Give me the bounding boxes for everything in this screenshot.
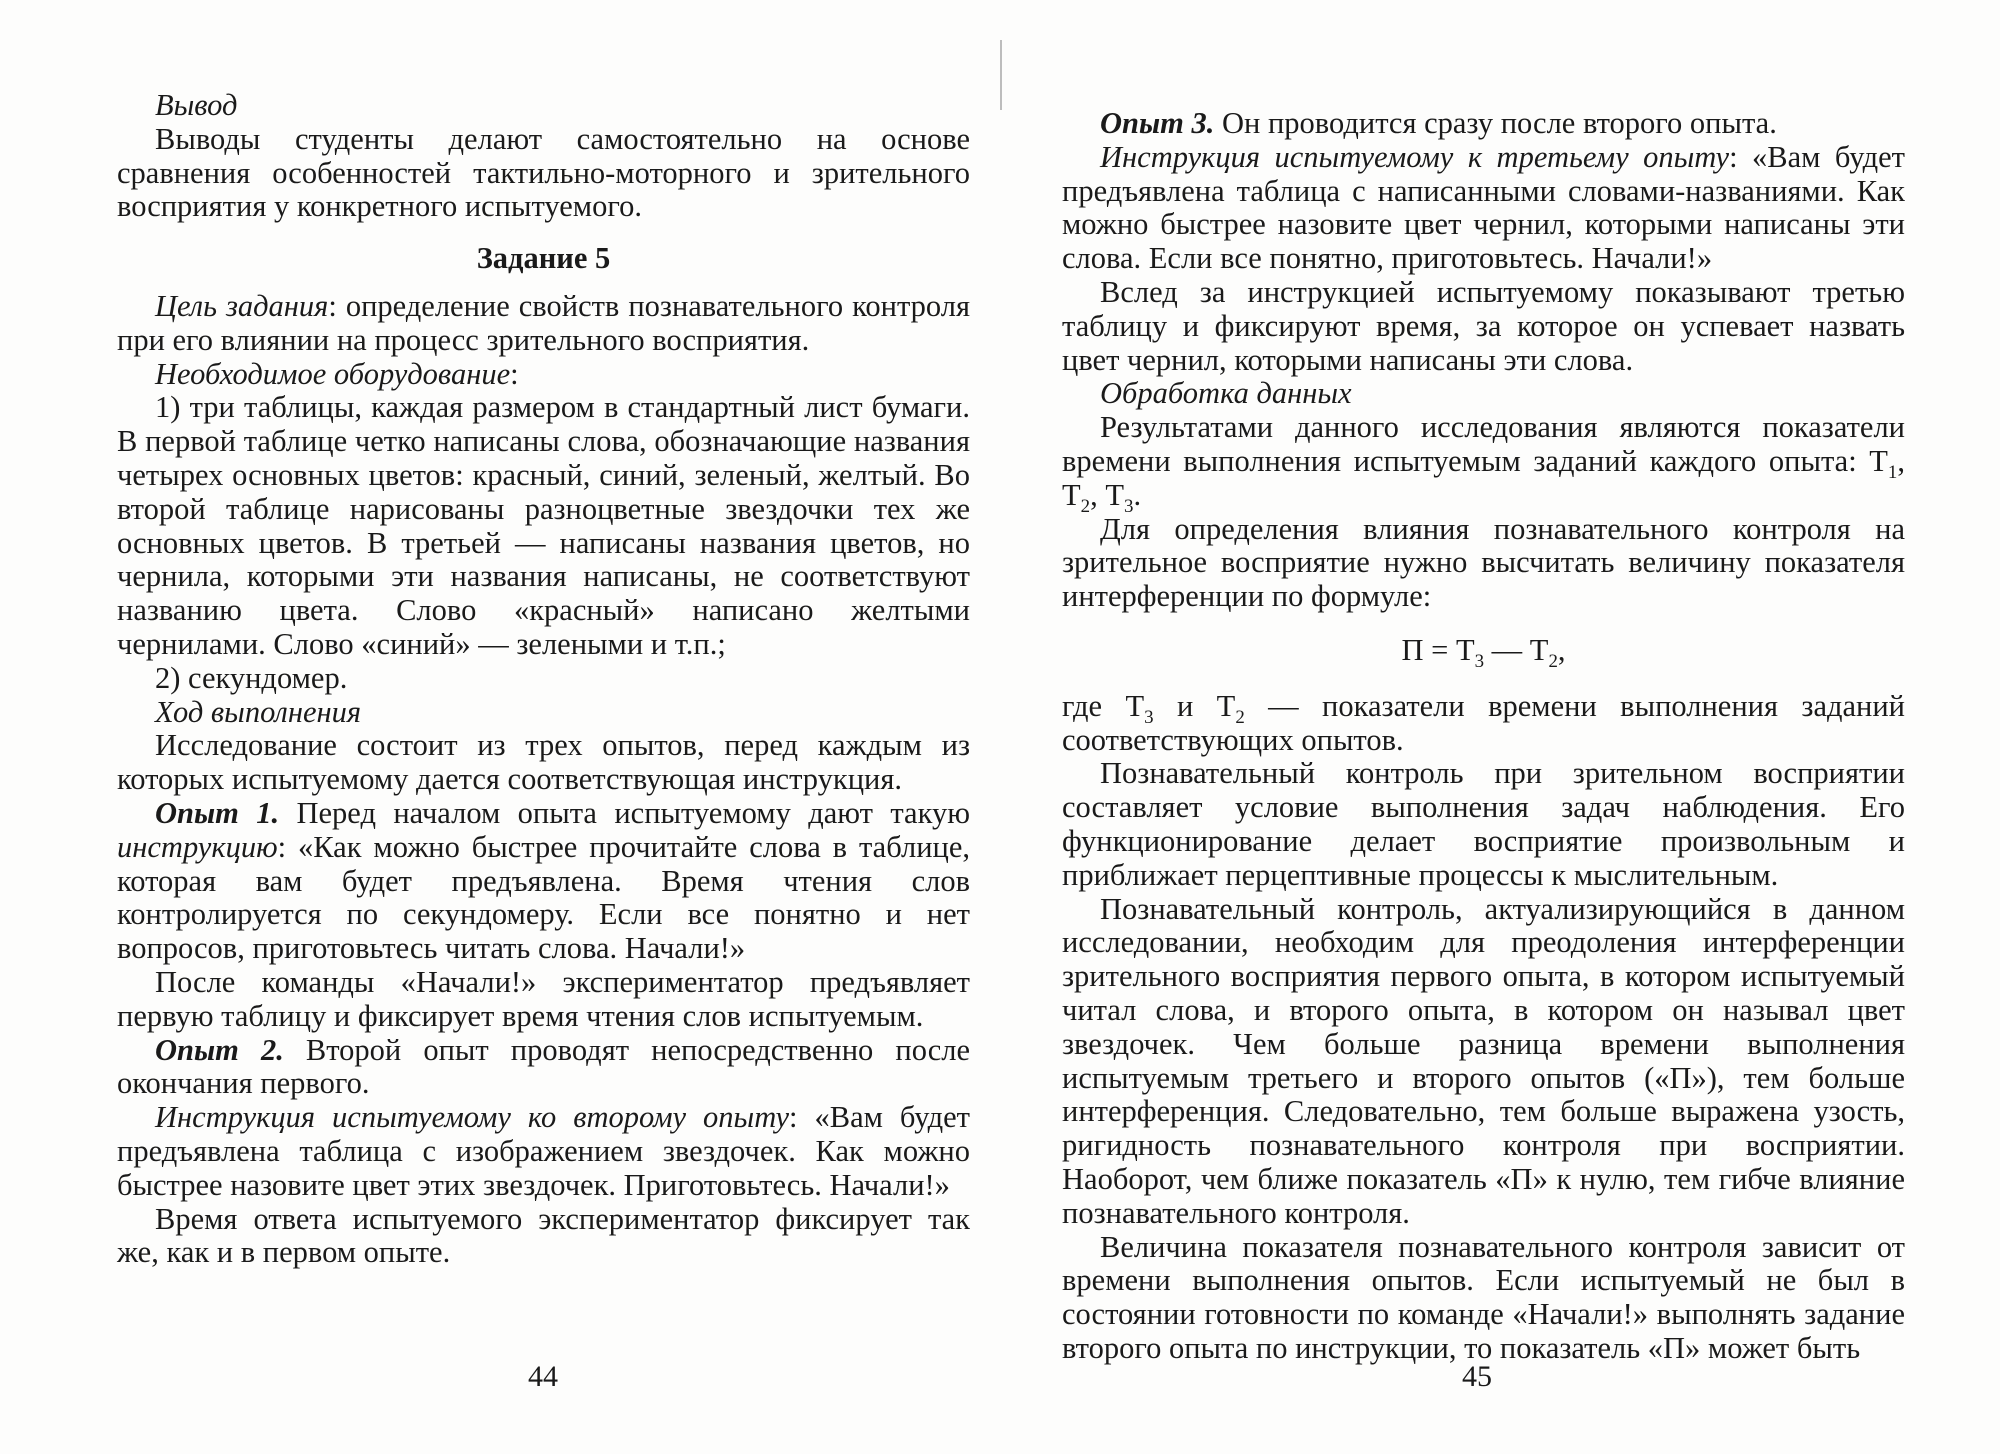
experiment-3-text: Он проводится сразу после второго опыта. bbox=[1214, 106, 1777, 140]
conclusion-heading: Вывод bbox=[155, 88, 238, 122]
left-page-text bbox=[117, 89, 970, 1270]
equipment-heading bbox=[117, 358, 970, 392]
experiment-1-label: Опыт 1. bbox=[155, 795, 280, 830]
procedure-text: Исследование состоит из трех опытов, перед каждым из которых испытуемому дается соответствующая инструкция. bbox=[117, 728, 970, 797]
page-number-left: 44 bbox=[528, 1360, 558, 1393]
task-goal bbox=[117, 290, 970, 358]
experiment-2-instruction-label: Инструкция испытуемому ко второму опыту bbox=[155, 1100, 790, 1135]
experiment-3-instruction-label: Инструкция испытуемому к третьему опыту bbox=[1100, 139, 1730, 174]
processing-heading: Обработка данных bbox=[1100, 376, 1352, 411]
right-page-text bbox=[1062, 107, 1905, 1366]
experiment-1 bbox=[117, 797, 970, 966]
experiment-1-text-a: Перед началом опыта испытуемому дают такую bbox=[279, 795, 970, 830]
formula-legend: где $Т_3$ и $Т_2$ — показатели времени выполнения заданий соответствующих опытов. bbox=[1062, 688, 1906, 757]
results-text-body: Результатами данного исследования являются показатели времени выполнения испытуемым заданий каждого опыта: bbox=[1062, 410, 1905, 478]
task-title: Задание 5 bbox=[476, 241, 611, 276]
control-paragraph-2: Познавательный контроль, актуализирующийся в данном исследовании, необходим для преодоления интерференции зрительного восприятия первого опыта, в котором испытуемый читал слова, и второго опыта, в котором он называл цвет звездочек. Чем больше разница времени выполнения испытуемым третьего и второго опытов («П»), тем больше интерференция. Следовательно, тем больше выражена узость, ригидность познавательного контроля при восприятии. Наоборот, чем ближе показатель «П» к нулю, тем гибче влияние познавательного контроля. bbox=[1062, 891, 1905, 1230]
experiment-3 bbox=[1062, 107, 1905, 141]
page-number-right: 45 bbox=[1462, 1360, 1492, 1393]
right-page bbox=[1000, 0, 2000, 1454]
experiment-1-text-b: : «Как можно быстрее прочитайте слова в таблице, которая вам будет предъявлена. Время чтения слов контролируется по секундомеру. Если все понятно и нет вопросов, приготовьтесь читать слова. Начали!» bbox=[117, 829, 970, 966]
control-paragraph-1: Познавательный контроль при зрительном восприятии составляет условие выполнения задач наблюдения. Его функционирование делает восприятие произвольным и приближает перцептивные процессы к мыслительным. bbox=[1062, 756, 1905, 892]
t2: $Т_2$ bbox=[1062, 477, 1091, 517]
t3: $Т_3$ bbox=[1105, 477, 1134, 517]
results-text: Результатами данного исследования являются показатели времени выполнения испытуемым заданий каждого опыта: $Т_1$, $Т_2$, $Т_3$. bbox=[1062, 410, 1905, 517]
experiment-2 bbox=[117, 1034, 970, 1102]
experiment-3-instruction-text: : «Вам будет предъявлена таблица с написанными словами-названиями. Как можно быстрее назовите цвет чернил, которыми написаны эти слова. Если все понятно, приготовьтесь. Начали!» bbox=[1062, 139, 1905, 276]
conclusion-text: Выводы студенты делают самостоятельно на основе сравнения особенностей тактильно-моторного и зрительного восприятия у конкретного испытуемого. bbox=[117, 121, 970, 224]
formula-intro: Для определения влияния познавательного контроля на зрительное восприятие нужно высчитать величину показателя интерференции по формуле: bbox=[1062, 511, 1905, 614]
equipment-item-2: 2) секундомер. bbox=[155, 660, 348, 695]
experiment-2-label: Опыт 2. bbox=[155, 1032, 284, 1067]
goal-label: Цель задания bbox=[155, 288, 329, 323]
experiment-3-label: Опыт 3. bbox=[1100, 106, 1215, 140]
goal-text: : определение свойств познавательного контроля при его влиянии на процесс зрительного восприятия. bbox=[117, 288, 970, 357]
control-paragraph-3: Величина показателя познавательного контроля зависит от времени выполнения опытов. Если испытуемый не был в состоянии готовности по команде «Начали!» выполнять задание второго опыта по инструкции, то показатель «П» может быть bbox=[1062, 1229, 1905, 1365]
experiment-2-text: Второй опыт проводят непосредственно после окончания первого. bbox=[117, 1032, 970, 1101]
interference-formula: $П = Т_3$ — $Т_2$, bbox=[1401, 632, 1566, 673]
experiment-3-after: Вслед за инструкцией испытуемому показывают третью таблицу и фиксируют время, за которое он успевает назвать цвет чернил, которыми написаны эти слова. bbox=[1062, 274, 1905, 377]
t1: $Т_1$ bbox=[1869, 443, 1898, 484]
experiment-3-instruction bbox=[1062, 141, 1905, 276]
equipment-item-1: 1) три таблицы, каждая размером в стандартный лист бумаги. В первой таблице четко написаны слова, обозначающие названия четырех основных цветов: красный, синий, зеленый, желтый. Во второй таблице нарисованы разноцветные звездочки тех же основных цветов. В третьей — написаны названия цветов, но чернила, которыми эти названия написаны, не соответствуют названию цвета. Слово «красный» написано желтыми чернилами. Слово «синий» — зелеными и т.п.; bbox=[117, 390, 970, 661]
equipment-label: Необходимое оборудование bbox=[155, 356, 511, 391]
experiment-1-after: После команды «Начали!» экспериментатор предъявляет первую таблицу и фиксирует время чтения слов испытуемым. bbox=[117, 964, 970, 1033]
experiment-1-instruction-label: инструкцию bbox=[117, 829, 278, 864]
experiment-2-instruction bbox=[117, 1101, 970, 1202]
equipment-colon: : bbox=[510, 356, 519, 391]
experiment-2-instruction-text: : «Вам будет предъявлена таблица с изображением звездочек. Как можно быстрее назовите цвет этих звездочек. Приготовьтесь. Начали!» bbox=[117, 1100, 970, 1202]
experiment-2-after: Время ответа испытуемого экспериментатор фиксирует так же, как и в первом опыте. bbox=[117, 1201, 970, 1270]
procedure-heading: Ход выполнения bbox=[155, 694, 362, 729]
